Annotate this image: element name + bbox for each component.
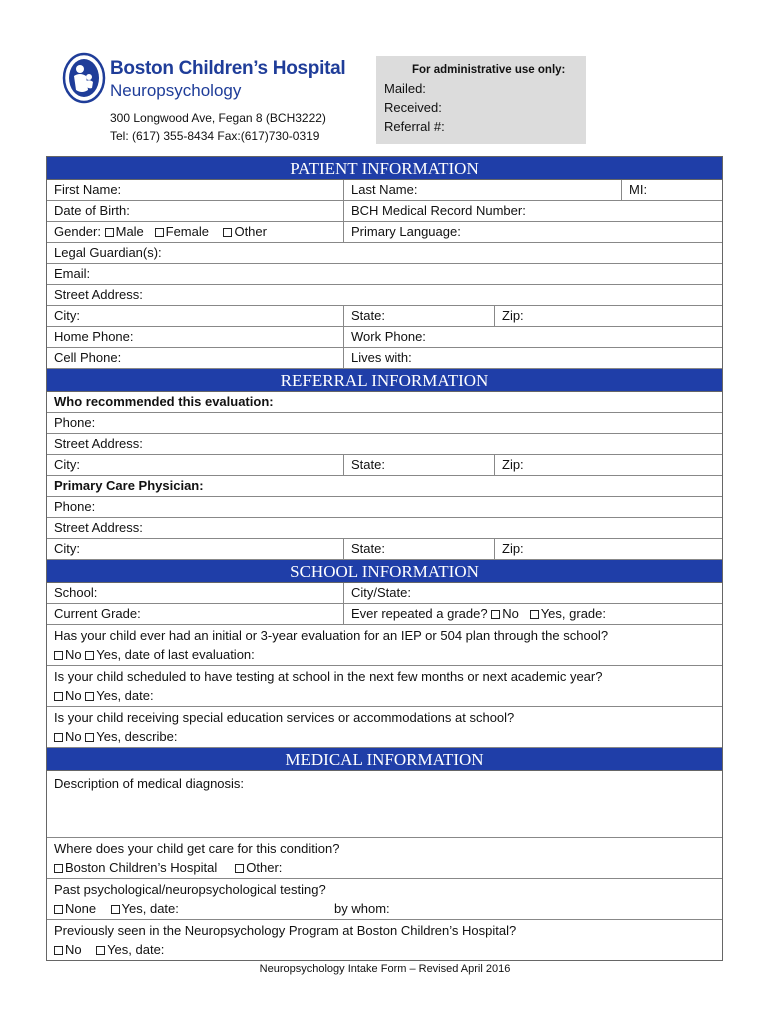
form-row <box>47 180 722 201</box>
special-ed-no-label: No <box>65 729 82 744</box>
seen-yes-checkbox[interactable] <box>96 946 105 955</box>
first-name-field[interactable]: First Name: <box>54 182 122 197</box>
school-testing-question <box>47 666 722 706</box>
pcp-street-field[interactable]: Street Address: <box>54 520 143 535</box>
pcp-field[interactable]: Primary Care Physician: <box>54 478 204 493</box>
form-row <box>47 413 722 434</box>
care-other-checkbox[interactable] <box>235 864 244 873</box>
referrer-zip-field[interactable]: Zip: <box>494 455 722 475</box>
form-row <box>47 222 722 243</box>
admin-referral-field[interactable]: Referral #: <box>384 119 445 134</box>
school-testing-yes-label: Yes, date: <box>96 688 154 703</box>
pcp-phone-field[interactable]: Phone: <box>54 499 96 514</box>
iep-yes-checkbox[interactable] <box>85 651 94 660</box>
testing-none-checkbox[interactable] <box>54 905 63 914</box>
special-ed-yes-label: Yes, describe: <box>96 729 178 744</box>
form-footer: Neuropsychology Intake Form – Revised April 2016 <box>259 963 511 975</box>
testing-by-whom-label: by whom: <box>334 901 390 916</box>
form-row <box>47 879 722 920</box>
referrer-street-field[interactable]: Street Address: <box>54 436 143 451</box>
repeated-yes-checkbox[interactable] <box>530 610 539 619</box>
school-testing-yes-checkbox[interactable] <box>85 692 94 701</box>
admin-received-field[interactable]: Received: <box>384 100 442 115</box>
gender-label: Gender: <box>54 224 101 239</box>
form-row <box>47 604 722 625</box>
form-row <box>47 306 722 327</box>
legal-guardian-field[interactable]: Legal Guardian(s): <box>54 245 162 260</box>
form-row <box>47 455 722 476</box>
repeated-no-checkbox[interactable] <box>491 610 500 619</box>
iep-evaluation-question <box>47 625 722 665</box>
referral-section-header: REFERRAL INFORMATION <box>47 369 722 392</box>
cell-phone-field[interactable]: Cell Phone: <box>54 350 122 365</box>
female-checkbox[interactable] <box>155 228 164 237</box>
testing-none-label: None <box>65 901 97 916</box>
intake-form <box>46 156 723 961</box>
other-gender-label: Other <box>234 224 267 239</box>
form-row <box>47 392 722 413</box>
pcp-city-field[interactable]: City: <box>54 541 80 556</box>
form-row <box>47 539 722 560</box>
form-row <box>47 583 722 604</box>
school-section-header: SCHOOL INFORMATION <box>47 560 722 583</box>
seen-no-checkbox[interactable] <box>54 946 63 955</box>
special-ed-no-checkbox[interactable] <box>54 733 63 742</box>
form-row <box>47 920 722 960</box>
medical-diagnosis-field[interactable]: Description of medical diagnosis: <box>54 776 245 791</box>
school-testing-no-label: No <box>65 688 82 703</box>
previously-seen-question <box>47 920 722 960</box>
hospital-name: Boston Children’s Hospital <box>110 58 346 79</box>
care-other-label: Other: <box>246 860 283 875</box>
referrer-city-field[interactable]: City: <box>54 457 80 472</box>
form-row <box>47 666 722 707</box>
seen-no-label: No <box>65 942 82 957</box>
recommended-by-field[interactable]: Who recommended this evaluation: <box>54 394 274 409</box>
iep-no-checkbox[interactable] <box>54 651 63 660</box>
school-testing-no-checkbox[interactable] <box>54 692 63 701</box>
form-row <box>47 707 722 748</box>
state-field[interactable]: State: <box>343 306 494 326</box>
care-bch-label: Boston Children’s Hospital <box>65 860 218 875</box>
hospital-logo-icon <box>62 52 106 104</box>
last-name-field[interactable]: Last Name: <box>343 180 621 200</box>
repeated-yes-label: Yes, grade: <box>540 606 606 621</box>
pcp-state-field[interactable]: State: <box>343 539 494 559</box>
form-row <box>47 264 722 285</box>
department-name: Neuropsychology <box>110 81 242 100</box>
female-label: Female <box>165 224 209 239</box>
form-row <box>47 201 722 222</box>
form-row <box>47 434 722 455</box>
home-phone-field[interactable]: Home Phone: <box>54 329 134 344</box>
form-row <box>47 476 722 497</box>
city-field[interactable]: City: <box>54 308 80 323</box>
iep-no-label: No <box>65 647 82 662</box>
referrer-state-field[interactable]: State: <box>343 455 494 475</box>
repeated-grade-field <box>343 604 722 624</box>
special-ed-text: Is your child receiving special education services or accommodations at school? <box>54 710 515 725</box>
care-location-question <box>47 838 722 878</box>
previously-seen-text: Previously seen in the Neuropsychology Program at Boston Children’s Hospital? <box>54 923 517 938</box>
form-row <box>47 771 722 838</box>
school-field[interactable]: School: <box>54 585 98 600</box>
repeated-grade-label: Ever repeated a grade? <box>351 606 488 621</box>
admin-mailed-field[interactable]: Mailed: <box>384 81 426 96</box>
hospital-address: 300 Longwood Ave, Fegan 8 (BCH3222) <box>110 111 326 125</box>
patient-section-header: PATIENT INFORMATION <box>47 157 722 180</box>
street-address-field[interactable]: Street Address: <box>54 287 143 302</box>
seen-yes-label: Yes, date: <box>107 942 165 957</box>
current-grade-field[interactable]: Current Grade: <box>54 606 141 621</box>
care-bch-checkbox[interactable] <box>54 864 63 873</box>
care-location-text: Where does your child get care for this condition? <box>54 841 340 856</box>
gender-field <box>47 222 343 242</box>
pcp-zip-field[interactable]: Zip: <box>494 539 722 559</box>
primary-language-field[interactable]: Primary Language: <box>343 222 722 242</box>
form-row <box>47 327 722 348</box>
medical-section-header: MEDICAL INFORMATION <box>47 748 722 771</box>
admin-use-box <box>376 56 586 144</box>
testing-yes-checkbox[interactable] <box>111 905 120 914</box>
iep-question-text: Has your child ever had an initial or 3-year evaluation for an IEP or 504 plan through the school? <box>54 628 609 643</box>
mrn-field[interactable]: BCH Medical Record Number: <box>343 201 722 221</box>
testing-yes-label: Yes, date: <box>121 901 179 916</box>
male-label: Male <box>115 224 144 239</box>
form-row <box>47 838 722 879</box>
form-row <box>47 497 722 518</box>
zip-field[interactable]: Zip: <box>494 306 722 326</box>
form-row <box>47 285 722 306</box>
admin-title: For administrative use only: <box>412 64 566 76</box>
other-gender-checkbox[interactable] <box>223 228 232 237</box>
school-city-state-field[interactable]: City/State: <box>343 583 722 603</box>
middle-initial-field[interactable]: MI: <box>621 180 722 200</box>
male-checkbox[interactable] <box>105 228 114 237</box>
email-field[interactable]: Email: <box>54 266 91 281</box>
past-testing-text: Past psychological/neuropsychological testing? <box>54 882 326 897</box>
form-row <box>47 518 722 539</box>
hospital-contact: Tel: (617) 355-8434 Fax:(617)730-0319 <box>110 129 320 143</box>
lives-with-field[interactable]: Lives with: <box>343 348 722 368</box>
dob-field[interactable]: Date of Birth: <box>54 203 130 218</box>
special-ed-yes-checkbox[interactable] <box>85 733 94 742</box>
form-row <box>47 348 722 369</box>
iep-yes-label: Yes, date of last evaluation: <box>96 647 255 662</box>
form-row <box>47 625 722 666</box>
repeated-no-label: No <box>502 606 519 621</box>
form-row <box>47 243 722 264</box>
past-testing-question <box>47 879 722 919</box>
referrer-phone-field[interactable]: Phone: <box>54 415 96 430</box>
school-testing-text: Is your child scheduled to have testing at school in the next few months or next academic year? <box>54 669 603 684</box>
hospital-address-block <box>110 109 326 145</box>
special-ed-question <box>47 707 722 747</box>
work-phone-field[interactable]: Work Phone: <box>343 327 722 347</box>
